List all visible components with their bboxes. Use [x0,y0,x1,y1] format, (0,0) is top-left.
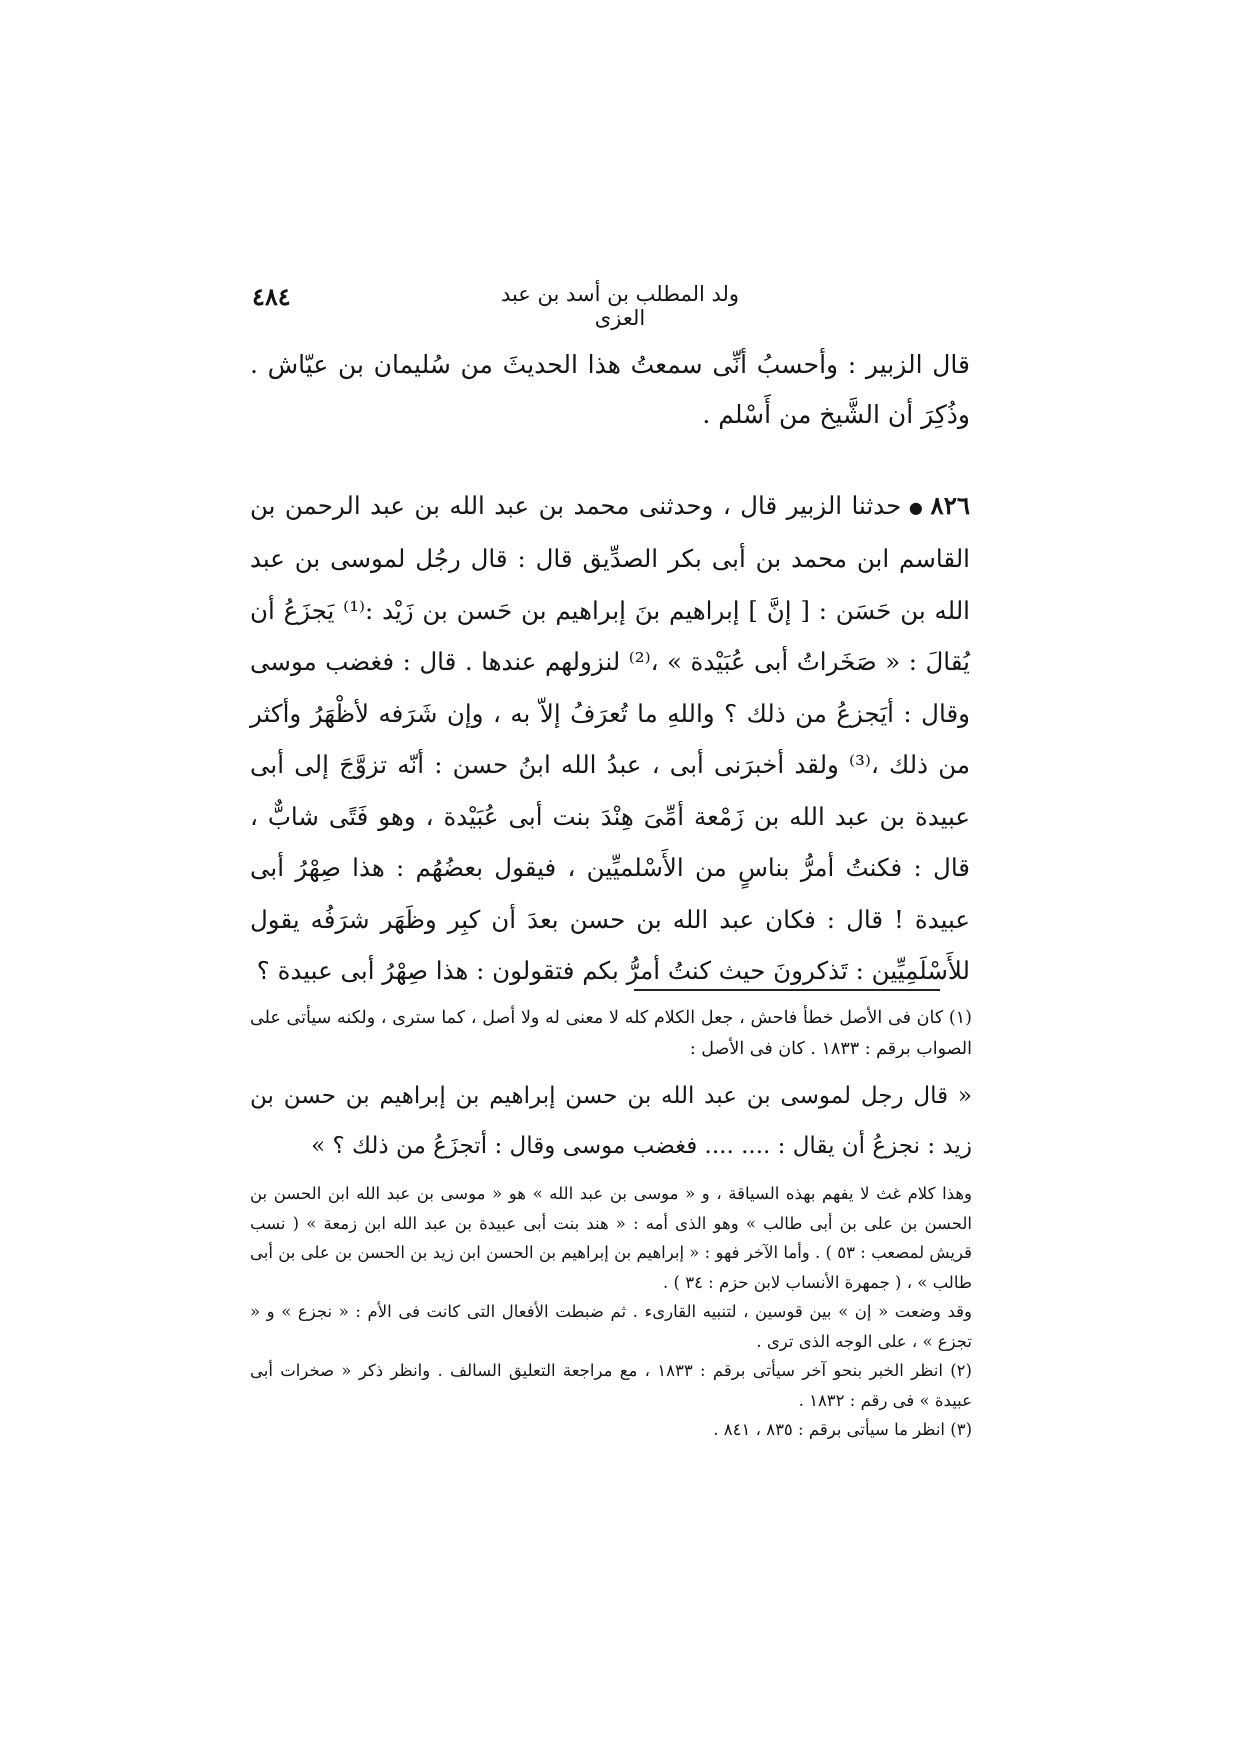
hadith-number: ٨٢٦ [930,491,971,520]
page-header [0,282,1240,330]
page-number: ٤٨٤ [252,282,291,311]
footnote-2: (٢) انظر الخبر بنحو آخر سيأتى برقم : ١٨٣٣ ، مع مراجعة التعليق السالف . وانظر ذكر « صخرات أبى عبيدة » فى رقم : ١٨٣٢ . [250,1361,972,1410]
hadith-text: حدثنا الزبير قال ، وحدثنى محمد بن عبد الله بن عبد الرحمن بن القاسم ابن محمد بن أبى بكر الصدِّيق قال : قال رجُل لموسى بن عبد الله بن حَسَن : [ إنَّ ] إبراهيم بنَ إبراهيم بن حَسن بن زَيْد :⁽¹⁾ يَجزَعُ أن يُقالَ : « صَخَراتُ أبى عُبَيْدة » ،⁽²⁾ لنزولهم عندها . قال : فغضب موسى وقال : أيَجزعُ من ذلك ؟ واللهِ ما تُعرَفُ إلاّ به ، وإن شَرَفه لأظْهَرُ وأكثر من ذلك ،⁽³⁾ ولقد أخبرَنى أبى ، عبدُ الله ابنُ حسن : أنّه تزوَّجَ إلى أبى عبيدة بن عبد الله بن زَمْعة أمِّىَ هِنْدَ بنت أبى عُبَيْدة ، وهو فَتًى شابٌّ ، قال : فكنتُ أمرُّ بناسٍ من الأَسْلميِّين ، فيقول بعضُهُم : هذا صِهْرُ أبى عبيدة ! قال : فكان عبد الله بن حسن بعدَ أن كبِر وظَهَر شرَفُه يقول للأَسْلَمِيِّين : تَذكرونَ حيث كنتُ أمرُّ بكم فتقولون : هذا صِهْرُ أبى عبيدة ؟ [250,491,971,986]
footnote-1-note: وقد وضعت « إن » بين قوسين ، لتنبيه القارىء . ثم ضبطت الأفعال التى كانت فى الأم : « نجزع » و « تجزع » ، على الوجه الذى ترى . [250,1302,972,1351]
footnote-1-body: وهذا كلام غث لا يفهم بهذه السياقة ، و « موسى بن عبد الله » هو « موسى بن عبد الله ابن الحسن بن الحسن بن على بن أبى طالب » وهو الذى أمه : « هند بنت أبى عبيدة بن عبد الله ابن زمعة » ( نسب قريش لمصعب : ٥٣ ) . وأما الآخر فهو : « إبراهيم بن إبراهيم بن الحسن ابن زيد بن الحسن بن على بن أبى طالب » ، ( جمهرة الأنساب لابن حزم : ٣٤ ) . [250,1184,972,1292]
footnote-1-intro: (١) كان فى الأصل خطأ فاحش ، جعل الكلام كله لا معنى له ولا أصل ، كما سترى ، ولكنه سيأتى على الصواب برقم : ١٨٣٣ . كان فى الأصل : [250,1008,972,1059]
footnote-1-quote: « قال رجل لموسى بن عبد الله بن حسن إبراهيم بن إبراهيم بن حسن بن زيد : نجزعُ أن يقال : .... .... فغضب موسى وقال : أتجزَعُ من ذلك ؟ » [250,1083,972,1159]
running-title: ولد المطلب بن أسد بن عبد العزى [500,282,740,330]
footnote-3: (٣) انظر ما سيأتى برقم : ٨٣٥ ، ٨٤١ . [713,1420,972,1439]
footnotes [250,1003,972,1445]
hadith-paragraph [250,480,970,997]
footnote-divider [634,989,940,991]
bullet-icon: ● [907,497,925,517]
intro-paragraph: قال الزبير : وأحسبُ أنِّى سمعتُ هذا الحديثَ من سُليمان بن عيّاش . وذُكِرَ أن الشَّيخ من أَسْلم . [250,350,970,429]
